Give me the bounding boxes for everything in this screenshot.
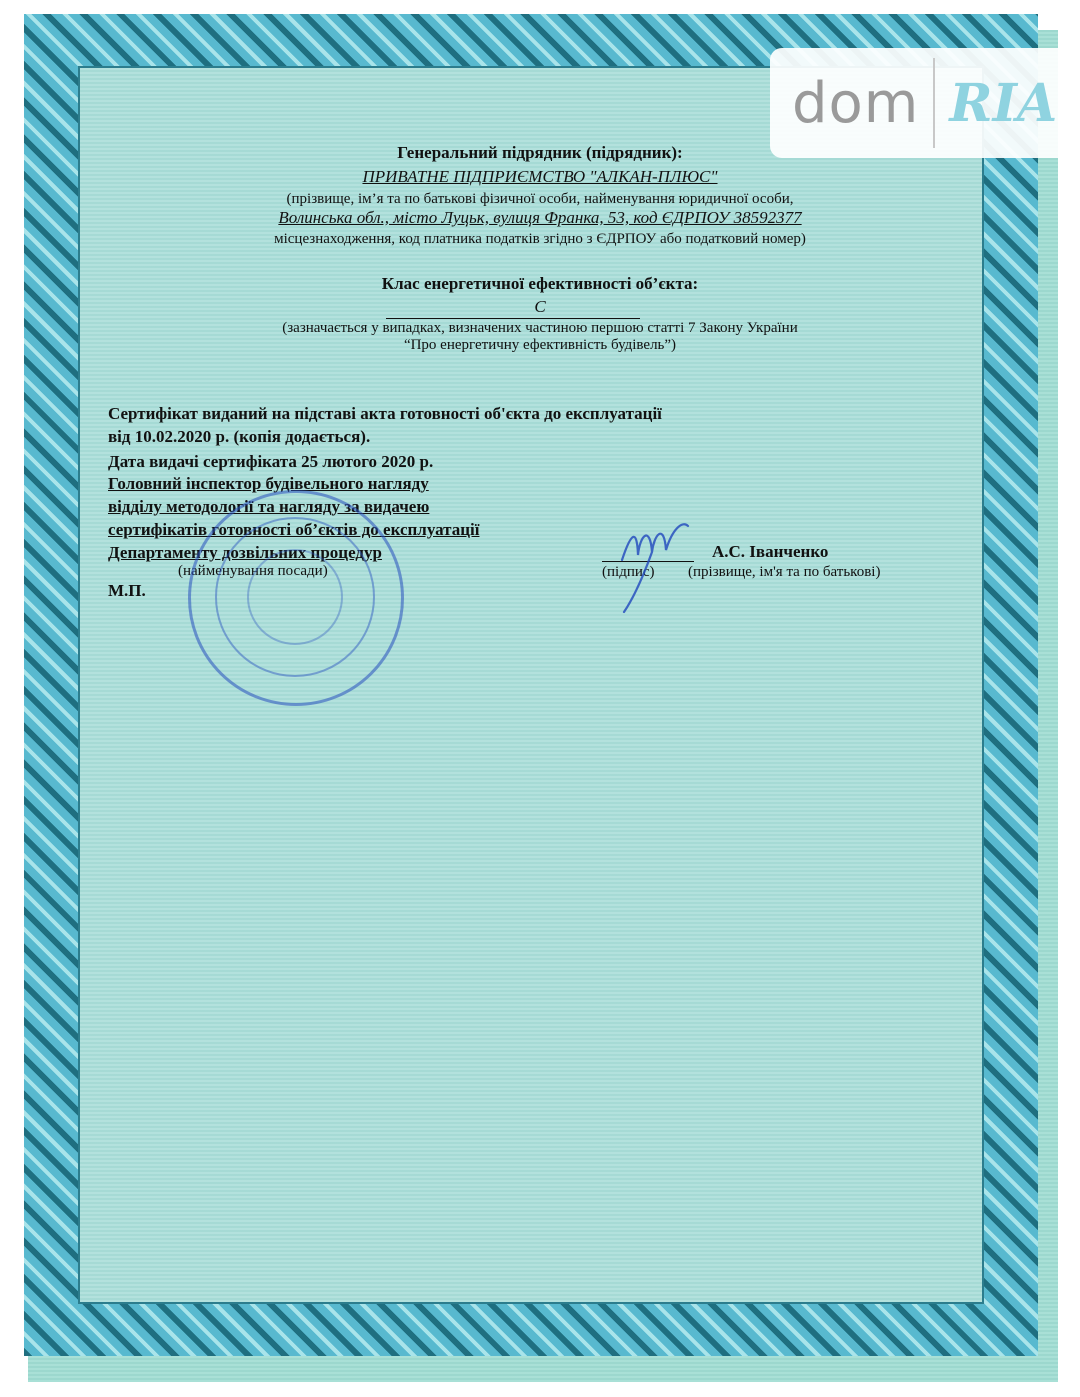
contractor-address: Волинська обл., місто Луцьк, вулиця Франка, 53, код ЄДРПОУ 38592377: [278, 208, 802, 227]
energy-class-hint-2: “Про енергетичну ефективність будівель”): [403, 337, 677, 353]
watermark-divider: [933, 58, 935, 148]
contractor-name: ПРИВАТНЕ ПІДПРИЄМСТВО "АЛКАН-ПЛЮС": [362, 167, 718, 186]
position-line-3: сертифікатів готовності об’єктів до експлуатації: [108, 520, 480, 539]
official-stamp: [188, 490, 404, 706]
certificate-body: [78, 66, 984, 1304]
position-line-2: відділу методології та нагляду за видачею: [108, 497, 430, 516]
seal-place-label: М.П.: [108, 581, 146, 600]
position-line-4: Департаменту дозвільних процедур: [108, 543, 382, 562]
certificate-basis-line1: Сертифікат виданий на підставі акта готовності об'єкта до експлуатації: [108, 404, 662, 423]
contractor-heading: Генеральний підрядник (підрядник):: [397, 143, 683, 162]
position-line-1: Головний інспектор будівельного нагляду: [108, 474, 429, 493]
signer-name: А.С. Іванченко: [712, 542, 829, 561]
watermark-suffix: RIA: [949, 72, 1058, 134]
signature-hint: (підпис): [602, 564, 655, 580]
energy-class-underline: [386, 318, 640, 319]
contractor-address-hint: місцезнаходження, код платника податків згідно з ЄДРПОУ або податковий номер): [274, 231, 806, 247]
contractor-name-hint: (прізвище, ім’я та по батькові фізичної особи, найменування юридичної особи,: [286, 191, 794, 207]
position-hint: (найменування посади): [178, 563, 328, 579]
stamp-center-ring: [247, 549, 343, 645]
handwritten-signature: [602, 500, 712, 620]
watermark-brand: dom: [792, 70, 920, 136]
certificate-basis-line2: від 10.02.2020 р. (копія додається).: [108, 427, 371, 446]
domria-watermark: [770, 48, 1080, 158]
energy-class-heading: Клас енергетичної ефективності об’єкта:: [381, 274, 699, 293]
energy-class-value: С: [534, 297, 546, 316]
issue-date: Дата видачі сертифіката 25 лютого 2020 р.: [108, 452, 434, 471]
energy-class-hint-1: (зазначається у випадках, визначених частиною першою статті 7 Закону України: [282, 320, 798, 336]
signer-hint: (прізвище, ім'я та по батькові): [688, 564, 881, 580]
